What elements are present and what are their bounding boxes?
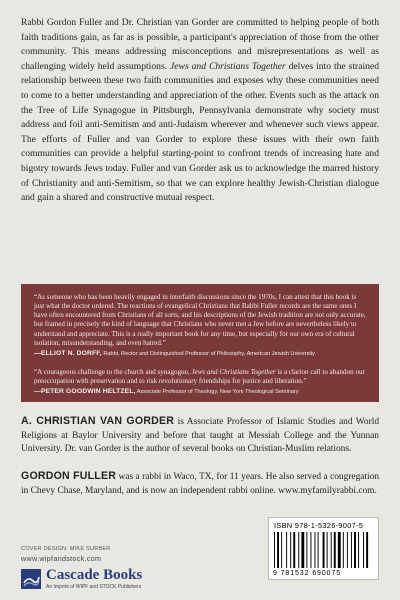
barcode-bar [334,532,336,568]
barcode-bar [343,532,344,568]
quote-2-after: is a clarion call to abandon our preoccupation with preservation and to risk revolutionary friendships for justice and liberation.” [34,367,365,385]
barcode-bar [323,532,325,568]
barcode-bar [290,532,291,568]
publisher-name: Cascade Books [46,567,143,583]
isbn-barcode [268,517,379,580]
barcode-bar [286,532,287,568]
barcode-bar [293,532,295,568]
barcode-bar [363,532,364,568]
barcode-bar [315,532,316,568]
barcode-digits: 9 781532 690075 [273,570,341,577]
author-bio-text-fuller: was a rabbi in Waco, TX, for 11 years. He also served a congregation in Chevy Chase, Maryland, and is now an independent rabbi online. www.myfamilyrabbi.com. [21,472,380,496]
author-bio-fuller [21,470,379,498]
endorsement-attribution-1 [34,350,367,359]
isbn-label: ISBN 978-1-5326-9007-5 [274,521,364,530]
barcode-bar [274,532,275,568]
endorsement-quote-2 [34,368,367,386]
barcode-bars [274,532,374,568]
quote-2-before: “A courageous challenge to the church and synagogue, [34,367,192,376]
quote-2-book-title: Jews and Christians Together [191,367,276,376]
endorsements-box [21,284,379,402]
barcode-bar [298,532,299,568]
barcode-bar [310,532,311,568]
endorser-name-1: —ELLIOT N. DORFF, [34,349,102,357]
endorsement-quote-1: “As someone who has been heavily engaged in interfaith discussions since the 1970s, I can attest that this book is just what the doctor ordered. The reactions of evangelical Christians that Rabbi Fuller records are the same ones I have often encountered from Christians of all sorts, and his descriptions of the Jewish tradition are not only accurate, but framed in precisely the kind of language that Christians who never met a Jew before are nevertheless likely to understand and appreciate. This is a really important book for any time, but especially for our own era of cultural isolation, misunderstanding, and even hatred.” [34,293,366,347]
publisher-imprint: An Imprint of WIPF and STOCK Publishers [46,584,142,590]
barcode-bar [331,532,332,568]
book-description [21,16,379,206]
barcode-bar [301,532,304,568]
barcode-bar [277,532,279,568]
description-paragraph [21,16,379,206]
endorser-title-1: Rabbi, Rector and Distinguished Professor of Philosophy, American Jewish University [101,350,315,357]
endorser-name-2: —PETER GOODWIN HELTZEL, [34,387,136,395]
barcode-bar [351,532,352,568]
barcode-bar [327,532,328,568]
barcode-bar [281,532,282,568]
publisher-logo [21,568,142,590]
barcode-bar [306,532,307,568]
cover-credits [21,546,111,563]
description-part-2: delves into the strained relationship between these two faith communities and exposes why these communities need to come to a better understanding and appreciation of the other. Events such as the attack on the Tree of Life Synagogue in Pittsburgh, Pennsylvania demonstrate why society must address and foil anti-Semitism and anti-Judaism wherever and whenever such views appear. The efforts of Fuller and van Gorder to explore these issues with their own faith communities can provide a helpful starting-point to confront trends of increasing hate and bigotry towards Jews today. Fuller and van Gorder ask us to acknowledge the marred history of Christianity and anti-Semitism, so that we can explore healthy Jewish-Christian dialogue and gain a shared and constructive mutual respect. [21,60,379,204]
cover-design-credit: COVER DESIGN: MIKE SURBER [21,546,111,552]
barcode-bar [358,532,359,568]
author-name-fuller: GORDON FULLER [21,470,117,482]
barcode-bar [347,532,348,568]
author-name-van-gorder: A. CHRISTIAN VAN GORDER [21,415,175,427]
barcode-bar [366,532,368,568]
book-title-italic: Jews and Christians Together [170,60,286,72]
cascade-logo-icon [21,569,41,589]
barcode-bar [318,532,319,568]
publisher-text [46,568,142,590]
description-part-1: Rabbi Gordon Fuller and Dr. Christian van Gorder are committed to helping people of both faith traditions gain, as far as is possible, a participant's appreciation of those from the other community. This means addressing misconceptions and misrepresentations as well as challenging widely held assumptions. [21,17,379,72]
author-bio-text-van-gorder: is Associate Professor of Islamic Studies and World Religions at Baylor University and before that taught at Messiah College and the Yunnan University. Dr. van Gorder is the author of several books on Christian-Muslim relations. [21,417,380,455]
publisher-website: www.wipfandstock.com [21,554,102,563]
endorser-title-2: Associate Professor of Theology, New York Theological Seminary [135,388,299,395]
author-bio-van-gorder [21,415,379,457]
barcode-bar [354,532,356,568]
barcode-bar [338,532,341,568]
endorsement-attribution-2 [34,388,367,397]
